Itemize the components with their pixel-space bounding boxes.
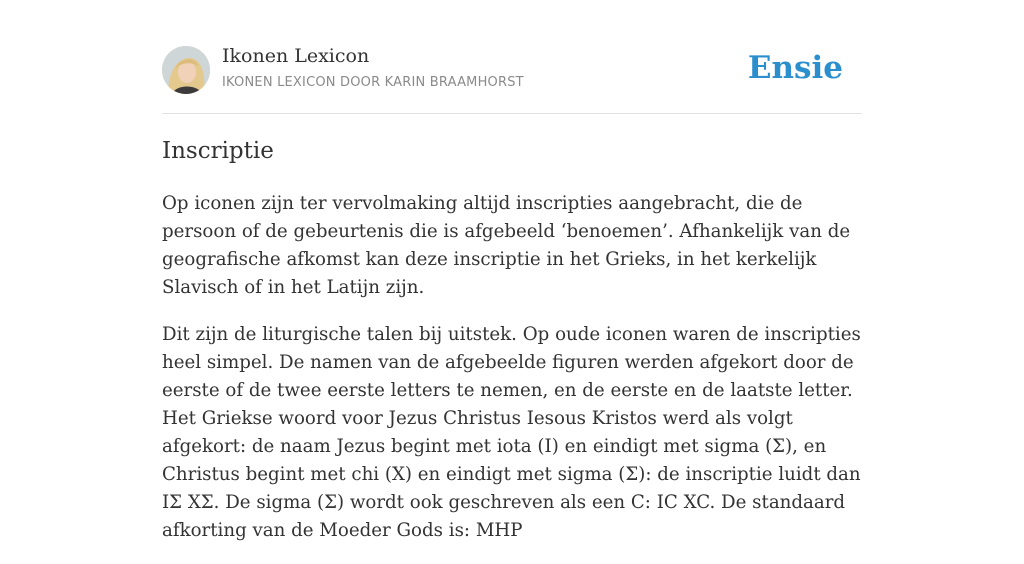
entry-paragraph: Op iconen zijn ter vervolmaking altijd inscripties aangebracht, die de persoon of de gebeurtenis die is afgebeeld ‘benoemen’. Afhankelijk van de geografische afkomst kan deze inscriptie in het Grieks, in het kerkelijk Slavisch of in het Latijn zijn. bbox=[162, 193, 851, 298]
avatar-portrait-icon bbox=[162, 46, 210, 94]
author-avatar[interactable] bbox=[162, 46, 210, 94]
page bbox=[162, 0, 862, 541]
entry-paragraph: Dit zijn de liturgische talen bij uitstek. Op oude iconen waren de inscripties heel simpel. De namen van de afgebeelde figuren werden afgekort door de eerste of de twee eerste letters te nemen, en de eerste en de laatste letter. Het Griekse woord voor Jezus Christus Iesous Kristos werd als volgt afgekort: de naam Jezus begint met iota (I) en eindigt met sigma (Σ), en Christus begint met chi (X) en eindigt met sigma (Σ): de inscriptie luidt dan IΣ XΣ. De sigma (Σ) wordt ook geschreven als een C: IC XC. De standaard afkorting van de Moeder Gods is: MHP bbox=[162, 324, 861, 541]
ensie-logo-link[interactable]: Ensie bbox=[747, 50, 843, 86]
lexicon-author-subtitle[interactable]: IKONEN LEXICON DOOR KARIN BRAAMHORST bbox=[222, 75, 524, 90]
entry-body bbox=[162, 190, 862, 564]
lexicon-title[interactable]: Ikonen Lexicon bbox=[222, 45, 370, 67]
lexicon-header bbox=[162, 0, 862, 114]
entry-title: Inscriptie bbox=[162, 138, 274, 164]
